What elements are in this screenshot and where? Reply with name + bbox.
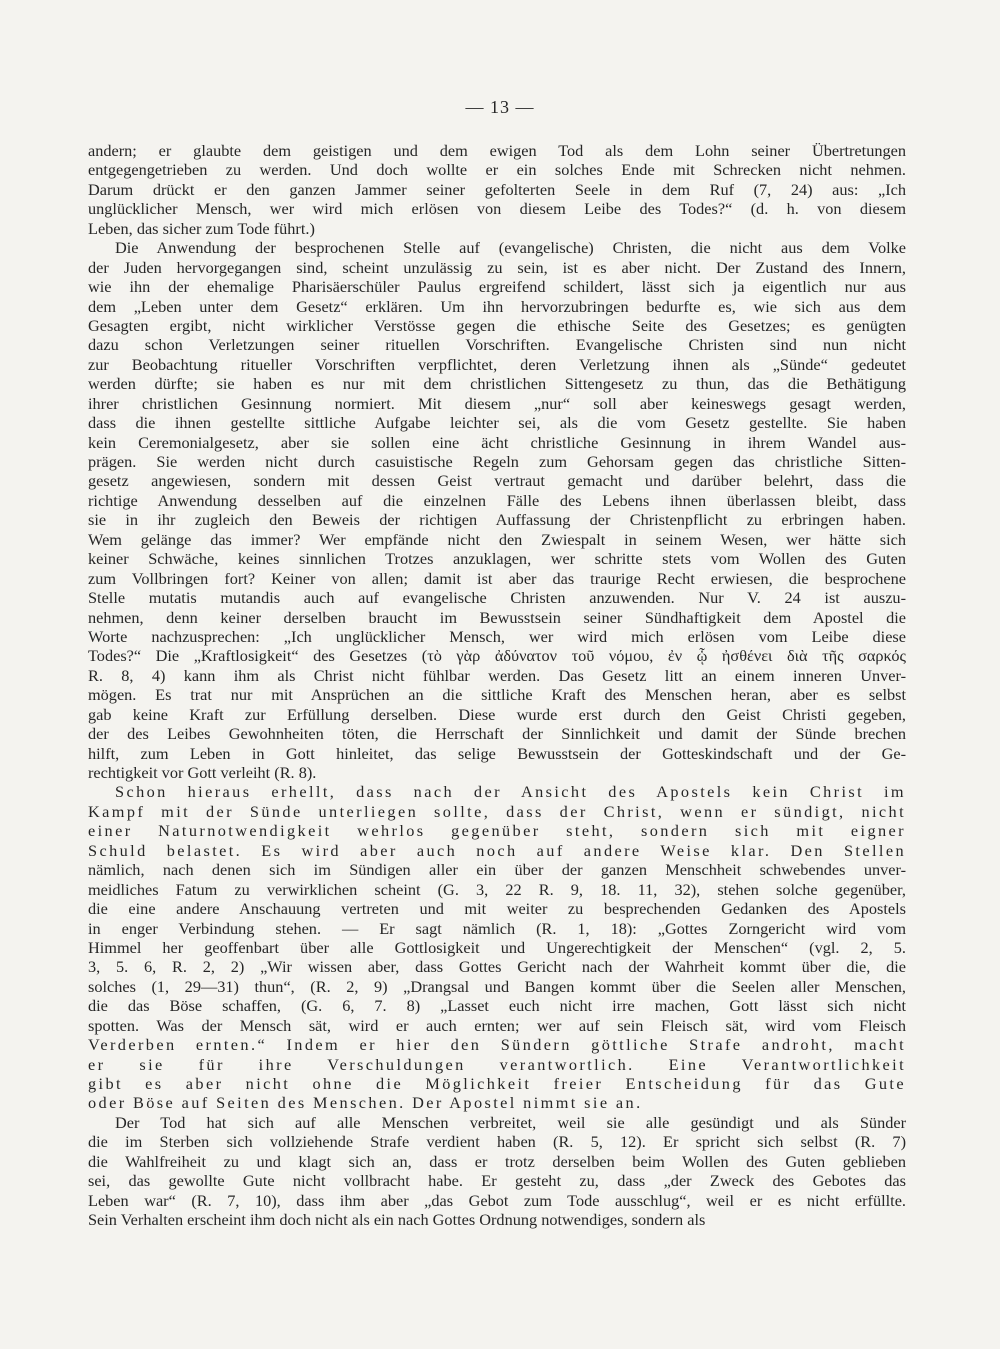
text-line: gesetz angewiesen, sondern mit dessen Geist vertraut gemacht und darüber belehrt, dass die (88, 471, 906, 491)
text-line: Leben, das sicher zum Tode führt.) (88, 218, 315, 238)
text-line: in enger Verbindung stehen. — Er sagt nämlich (R. 1, 18): „Gottes Zorngericht wird vom (88, 918, 906, 938)
text-line: Todes?“ Die „Kraftlosigkeit“ des Gesetzes (τὸ γὰρ ἀδύνατον τοῦ νόμου, ἐν ᾧ ἠσθένει διὰ τῆς σαρκός (88, 646, 906, 666)
text-line: die Wahlfreiheit zu und klagt sich an, dass er trotz derselben beim Wollen des Guten geblieben (88, 1151, 906, 1171)
text-line: kein Ceremonialgesetz, aber sie sollen eine ächt christliche Gesinnung in ihrem Wandel aus- (88, 432, 906, 452)
text-line: Himmel her geoffenbart über alle Gottlosigkeit und Ungerechtigkeit der Menschen“ (vgl. 2, 5. (88, 937, 906, 957)
text-line: R. 8, 4) kann ihm als Christ nicht fühlbar werden. Das Gesetz litt an einem inneren Unver- (88, 665, 906, 685)
text-line: prägen. Sie werden nicht durch casuistische Regeln zum Gehorsam gegen das christliche Sitten- (88, 452, 906, 471)
text-line: Der Tod hat sich auf alle Menschen verbreitet, weil sie alle gesündigt und als Sünder (115, 1112, 906, 1132)
text-line: andern; er glaubte dem geistigen und dem ewigen Tod als dem Lohn seiner Übertretungen (88, 141, 906, 160)
text-line: spotten. Was der Mensch sät, wird er auch ernten; wer auf sein Fleisch sät, wird vom Fleisch (88, 1015, 906, 1035)
text-line: gibt es aber nicht ohne die Möglichkeit freier Entscheidung für das Gute (88, 1074, 906, 1093)
text-line: wie ihn der ehemalige Pharisäerschüler Paulus ergreifend schildert, lässt sich ja eigentlich nur aus (88, 277, 906, 297)
text-line: Verderben ernten.“ Indem er hier den Sündern göttliche Strafe androht, macht (88, 1035, 906, 1055)
text-line: ihrer christlichen Gesinnung normiert. Mit diesem „nur“ soll aber keineswegs gesagt werden, (88, 393, 906, 413)
text-line: nämlich, nach denen sich im Sündigen aller ein über der ganzen Menschheit schwebendes unver- (88, 860, 906, 880)
text-line: Stelle mutatis mutandis auch auf evangelische Christen anzuwenden. Nur V. 24 ist auszu- (88, 588, 906, 608)
page-number: — 13 — (465, 97, 535, 117)
text-line: meidliches Fatum zu verwirklichen scheint (G. 3, 22 R. 9, 18. 11, 32), stehen solche gegenüber, (88, 879, 906, 899)
text-line: der Juden hervorgegangen sind, scheint unzulässig zu sein, ist es aber nicht. Der Zustand des Innern, (88, 257, 906, 277)
text-line: Schuld belastet. Es wird aber auch noch auf andere Weise klar. Den Stellen (88, 840, 906, 860)
text-line: Leben war“ (R. 7, 10), dass ihm aber „das Gebot zum Tode ausschlug“, weil er es nicht erfüllte. (88, 1190, 906, 1210)
text-line: Sein Verhalten erscheint ihm doch nicht als ein nach Gottes Ordnung notwendiges, sondern als (88, 1210, 706, 1230)
text-line: die das Böse schaffen, (G. 6, 7. 8) „Lasset euch nicht irre machen, Gott lässt sich nicht (88, 996, 906, 1016)
text-line: Kampf mit der Sünde unterliegen sollte, dass der Christ, wenn er sündigt, nicht (88, 801, 906, 821)
text-line: oder Böse auf Seiten des Menschen. Der Apostel nimmt sie an. (88, 1093, 643, 1113)
text-line: 3, 5. 6, R. 2, 2) „Wir wissen aber, dass Gottes Gericht nach der Wahrheit kommt über die, die (88, 957, 906, 977)
text-line: mögen. Es trat nur mit Ansprüchen an die sittliche Kraft des Menschen heran, aber es selbst (88, 685, 906, 705)
text-line: zur Beobachtung ritueller Vorschriften verpflichtet, deren Verletzung ihnen als „Sünde“ gedeutet (88, 354, 906, 374)
text-line: die im Sterben sich vollziehende Strafe verdient haben (R. 5, 12). Er spricht sich selbst (R. 7) (88, 1132, 906, 1152)
text-line: Gesagten ergibt, nicht wirklicher Verstösse gegen die ethische Seite des Gesetzes; es genügten (88, 315, 906, 335)
text-line: richtige Anwendung desselben auf die einzelnen Fälle des Lebens ihnen überlassen bleibt, dass (88, 490, 906, 510)
text-line: Darum drückt er den ganzen Jammer seiner gefolterten Seele in dem Ruf (7, 24) aus: „Ich (88, 179, 906, 199)
text-line: entgegengetrieben zu werden. Und doch wollte er ein solches Ende mit Schrecken nicht nehmen. (88, 160, 906, 180)
text-line: zum Vollbringen fort? Keiner von allen; damit ist aber das traurige Recht erwiesen, die besprochene (88, 568, 906, 588)
text-line: dazu schon Verletzungen seiner rituellen Vorschriften. Evangelische Christen sind nun nicht (88, 335, 906, 355)
text-line: nehmen, denn keiner derselben braucht im Bewusstsein seiner Sündhaftigkeit dem Apostel die (88, 607, 906, 627)
text-line: sei, das gewollte Gute nicht vollbracht habe. Er gesteht zu, dass „der Zweck des Gebotes das (88, 1171, 906, 1191)
text-line: rechtigkeit vor Gott verleiht (R. 8). (88, 763, 317, 782)
text-line: keiner Schwäche, keines sinnlichen Trotzes anzuklagen, wer schritte stets vom Wollen des Guten (88, 549, 906, 569)
text-line: hilft, zum Leben in Gott hinleitet, das selige Bewusstsein der Gotteskindschaft und der Ge- (88, 743, 906, 763)
text-line: die eine andere Anschauung vertreten und mit weiter zu besprechenden Gedanken des Apostels (88, 899, 906, 919)
text-line: unglücklicher Mensch, wer wird mich erlösen von diesem Leibe des Todes?“ (d. h. von diesem (88, 199, 906, 219)
text-line: Worte nachzusprechen: „Ich unglücklicher Mensch, wer wird mich erlösen vom Leibe diese (88, 626, 906, 646)
body-text (88, 141, 906, 1230)
text-line: Die Anwendung der besprochenen Stelle auf (evangelische) Christen, die nicht aus dem Volke (115, 238, 906, 258)
text-line: werden dürfte; sie haben es nur mit dem christlichen Sittengesetz zu thun, das die Bethätigung (88, 374, 906, 394)
text-line: der des Leibes Gewohnheiten töten, die Herrschaft der Sinnlichkeit und damit der Sünde brechen (88, 724, 906, 744)
text-line: dem „Leben unter dem Gesetz“ erklären. Um ihn hervorzubringen bedurfte es, wie sich aus dem (88, 296, 906, 316)
text-line: einer Naturnotwendigkeit wehrlos gegenüber steht, sondern sich mit eigner (88, 821, 906, 841)
text-line: dass die ihnen gestellte sittliche Aufgabe leichter sei, als die vom Gesetz gestellte. Sie haben (88, 413, 906, 433)
text-line: Wem gelänge das immer? Wer empfände nicht den Zwiespalt in seinem Wesen, wer hätte sich (88, 529, 906, 549)
text-line: gab keine Kraft zur Erfüllung derselben. Diese wurde erst durch den Geist Christi gegeben, (88, 704, 906, 724)
text-line: er sie für ihre Verschuldungen verantwortlich. Eine Verantwortlichkeit (88, 1054, 906, 1074)
text-line: Schon hieraus erhellt, dass nach der Ansicht des Apostels kein Christ im (115, 782, 906, 802)
text-line: sie in ihr zugleich den Beweis der richtigen Auffassung der Christenpflicht zu erbringen haben. (88, 510, 906, 530)
text-line: solches (1, 29—31) thun“, (R. 2, 9) „Drangsal und Bangen kommt über die Seelen aller Menschen, (88, 976, 906, 996)
